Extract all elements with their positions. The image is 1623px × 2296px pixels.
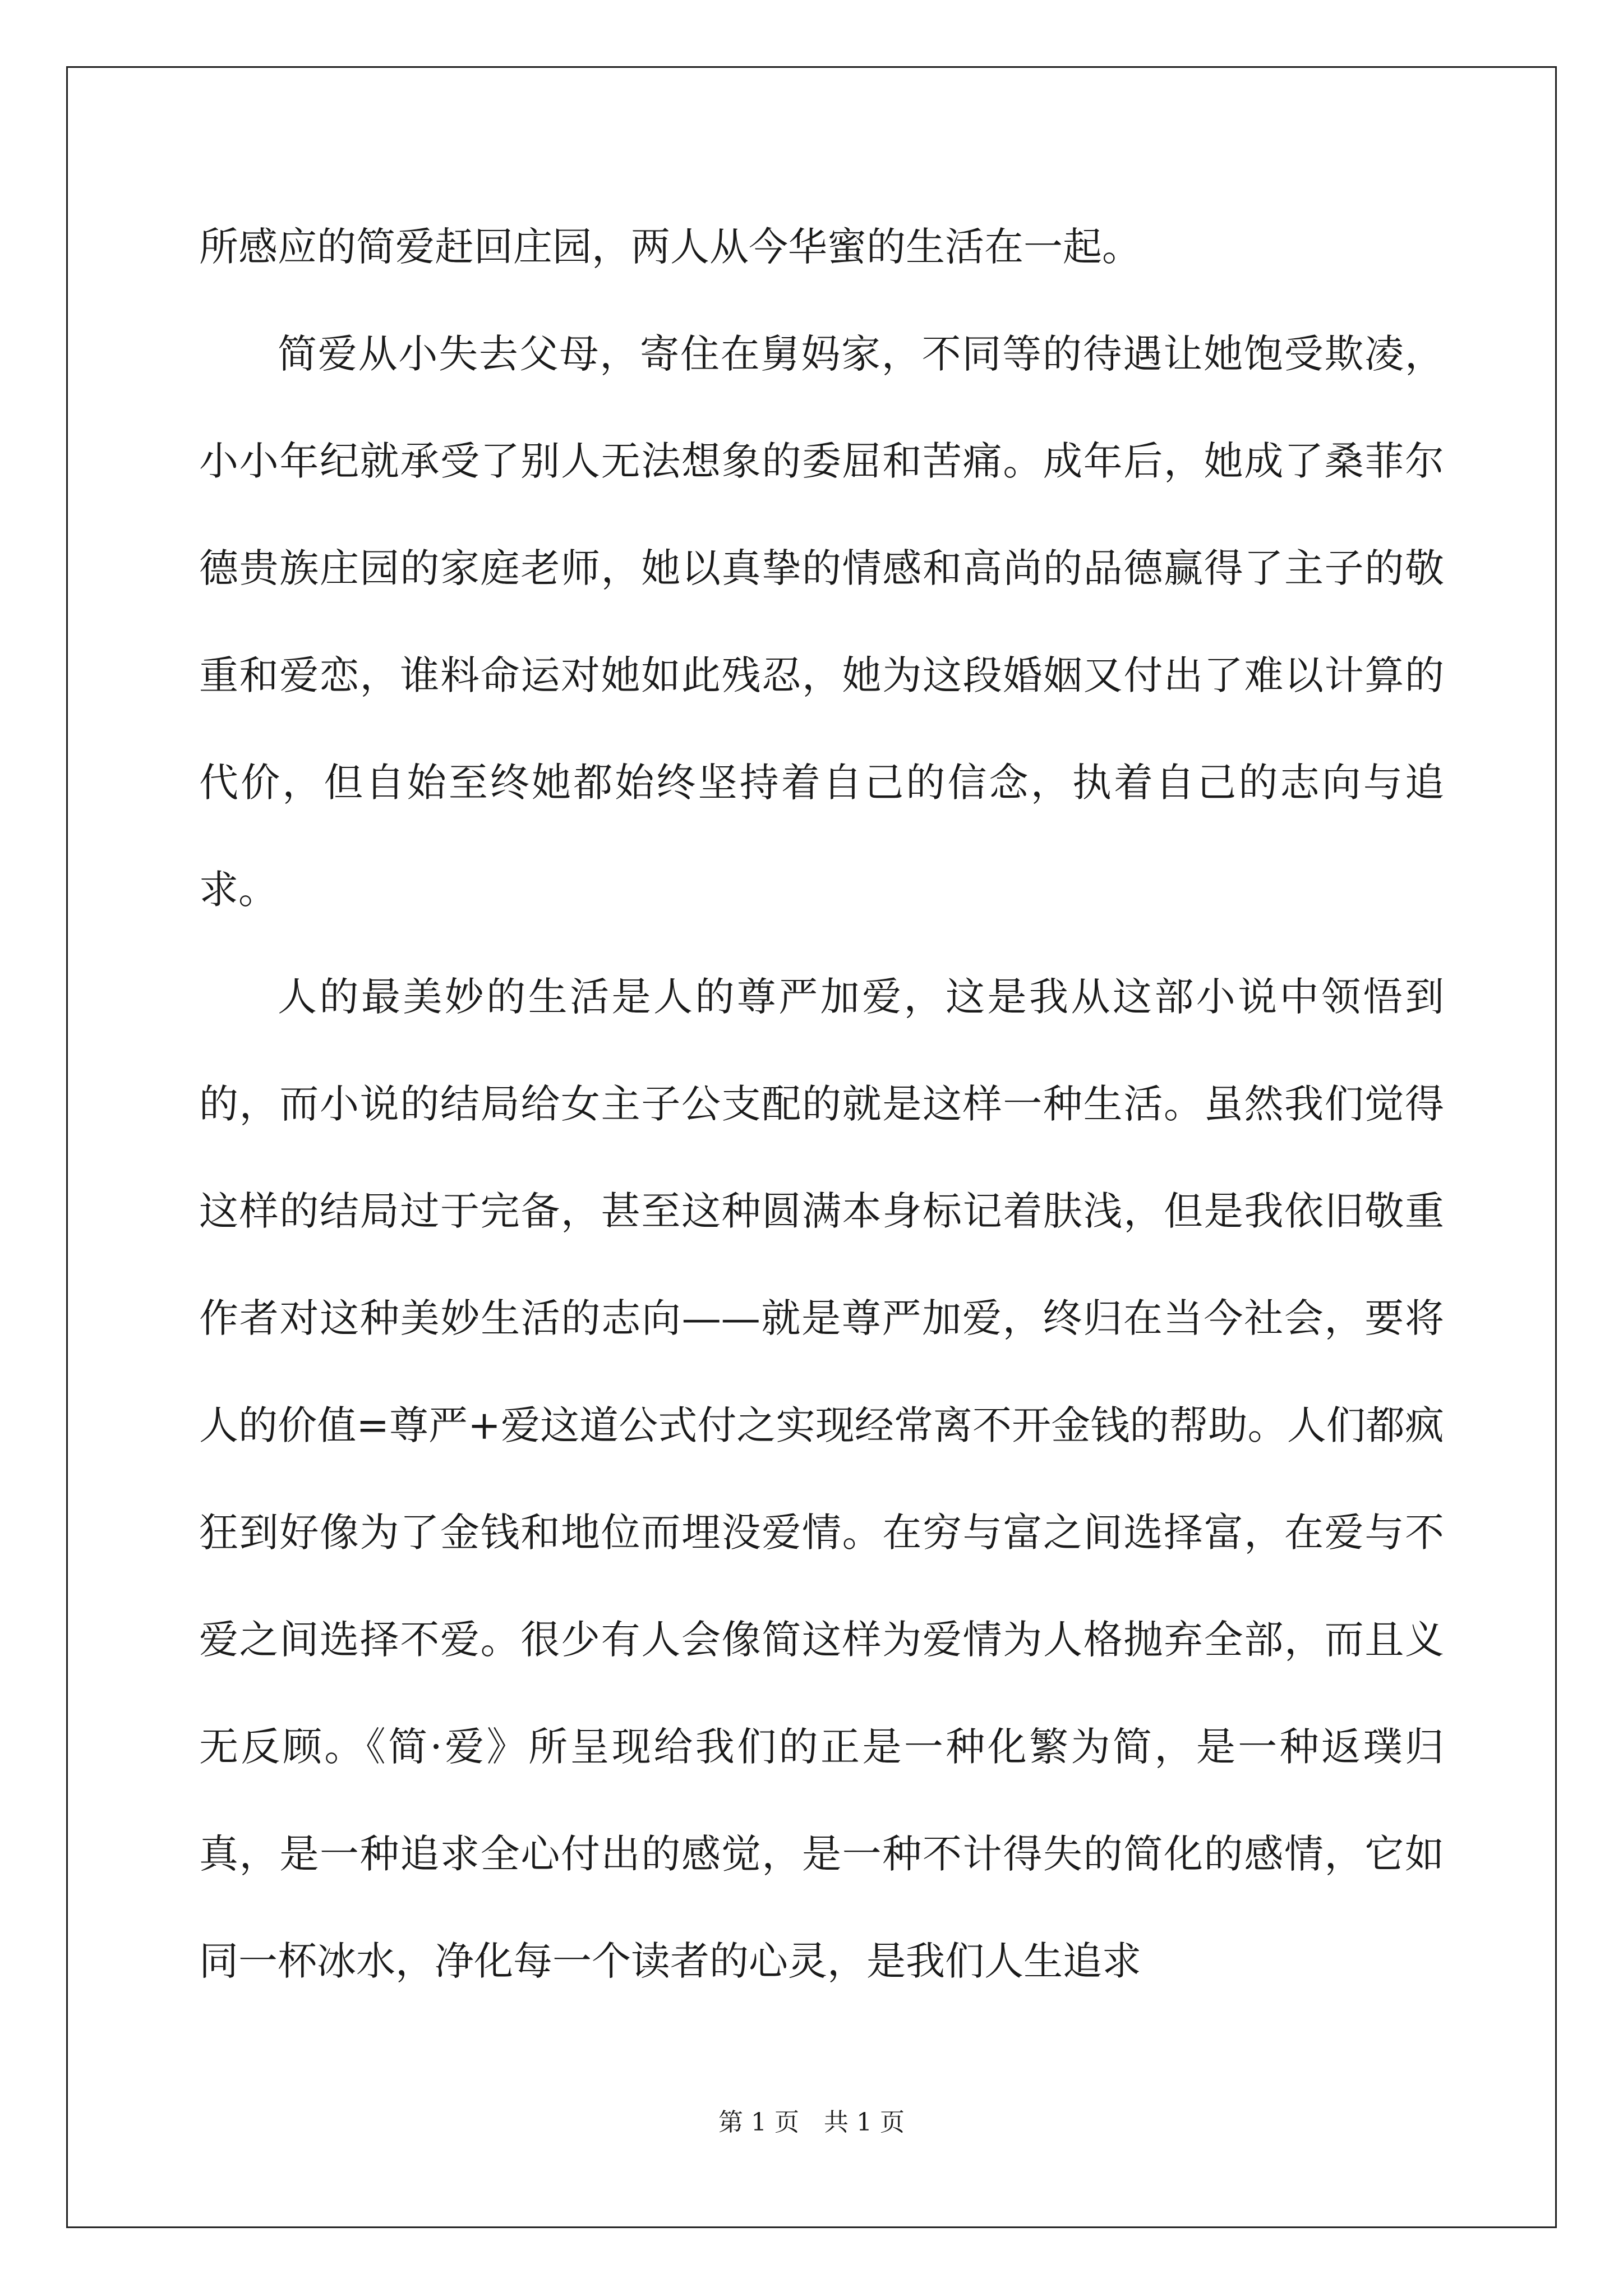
- paragraph-2: 简爱从小失去父母，寄住在舅妈家，不同等的待遇让她饱受欺凌，小小年纪就承受了别人无法想象的委屈和苦痛。成年后，她成了桑菲尔德贵族庄园的家庭老师，她以真挚的情感和高尚的品德赢得了主子的敬重和爱恋，谁料命运对她如此残忍，她为这段婚姻又付出了难以计算的代价，但自始至终她都始终坚持着自己的信念，执着自己的志向与追求。: [199, 331, 1444, 913]
- paragraph-3: 人的最美妙的生活是人的尊严加爱，这是我从这部小说中领悟到的，而小说的结局给女主子公支配的就是这样一种生活。虽然我们觉得这样的结局过于完备，甚至这种圆满本身标记着肤浅，但是我依旧敬重作者对这种美妙生活的志向——就是尊严加爱，终归在当今社会，要将人的价值=尊严+爱这道公式付之实现经常离不开金钱的帮助。人们都疯狂到好像为了金钱和地位而埋没爱情。在穷与富之间选择富，在爱与不爱之间选择不爱。很少有人会像简这样为爱情为人格抛弃全部，而且义无反顾。《简·爱》所呈现给我们的正是一种化繁为简，是一种返璞归真，是一种追求全心付出的感觉，是一种不计得失的简化的感情，它如同一杯冰水，净化每一个读者的心灵，是我们人生追求: [199, 974, 1444, 1984]
- document-body: [199, 194, 1444, 2015]
- paragraph-1: 所感应的简爱赶回庄园，两人从今华蜜的生活在一起。: [199, 224, 1141, 270]
- page-number-footer: 第 1 页 共 1 页: [718, 2108, 905, 2137]
